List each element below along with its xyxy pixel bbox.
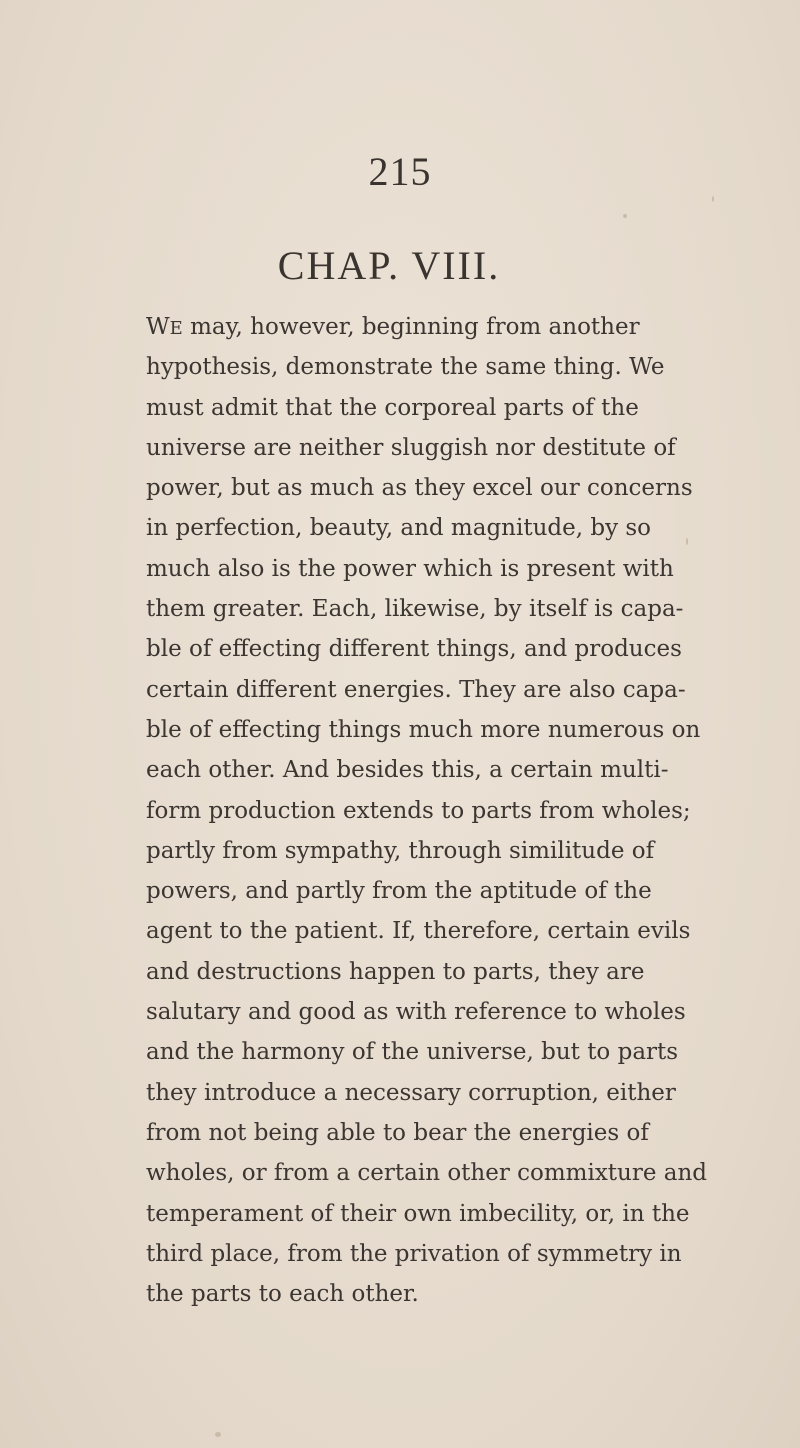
paragraph-line: and destructions happen to parts, they are bbox=[146, 958, 645, 985]
paragraph-line: power, but as much as they excel our concerns bbox=[146, 475, 693, 502]
paragraph-line: hypothesis, demonstrate the same thing. We bbox=[146, 354, 665, 381]
paragraph-line: wholes, or from a certain other commixture and bbox=[146, 1160, 708, 1187]
paper-speck bbox=[623, 214, 627, 218]
paragraph-line: agent to the patient. If, therefore, certain evils bbox=[146, 918, 691, 945]
paragraph-line: temperament of their own imbecility, or, in the bbox=[146, 1200, 690, 1227]
paragraph-line: much also is the power which is present with bbox=[146, 555, 674, 582]
paragraph-line: ble of effecting different things, and produces bbox=[146, 636, 682, 663]
paragraph-line: and the harmony of the universe, but to parts bbox=[146, 1039, 679, 1066]
paragraph-line: form production extends to parts from wholes; bbox=[146, 797, 691, 824]
page-number: 215 bbox=[368, 149, 432, 194]
paragraph-line: they introduce a necessary corruption, either bbox=[146, 1079, 676, 1106]
paragraph-line: salutary and good as with reference to wholes bbox=[146, 999, 686, 1026]
small-caps-letters: E bbox=[169, 318, 183, 339]
paragraph-last-line: the parts to each other. bbox=[146, 1281, 419, 1308]
paragraph-line: in perfection, beauty, and magnitude, by so bbox=[146, 515, 652, 542]
first-line-text: may, however, beginning from another bbox=[182, 314, 640, 340]
paragraph-line: must admit that the corporeal parts of the bbox=[146, 394, 639, 421]
paper-speck bbox=[686, 538, 688, 545]
paragraph-line: them greater. Each, likewise, by itself is capa- bbox=[146, 596, 684, 623]
paragraph-line: ble of effecting things much more numerous on bbox=[146, 716, 701, 743]
paragraph-line: third place, from the privation of symmetry in bbox=[146, 1240, 682, 1267]
paragraph-line: each other. And besides this, a certain multi- bbox=[146, 757, 669, 784]
paragraph-line: certain different energies. They are also capa- bbox=[146, 676, 686, 703]
paragraph-line: from not being able to bear the energies of bbox=[146, 1119, 649, 1146]
chapter-heading: CHAP. VIII. bbox=[277, 243, 501, 288]
paragraph-line: powers, and partly from the aptitude of the bbox=[146, 878, 652, 905]
paragraph-line: partly from sympathy, through similitude of bbox=[146, 837, 655, 864]
paragraph-line bbox=[146, 307, 640, 347]
drop-initial: W bbox=[146, 314, 170, 340]
body-paragraph bbox=[146, 307, 708, 1314]
paragraph-line: universe are neither sluggish nor destitute of bbox=[146, 434, 676, 461]
paper-speck bbox=[215, 1432, 221, 1437]
paper-speck bbox=[712, 196, 714, 202]
